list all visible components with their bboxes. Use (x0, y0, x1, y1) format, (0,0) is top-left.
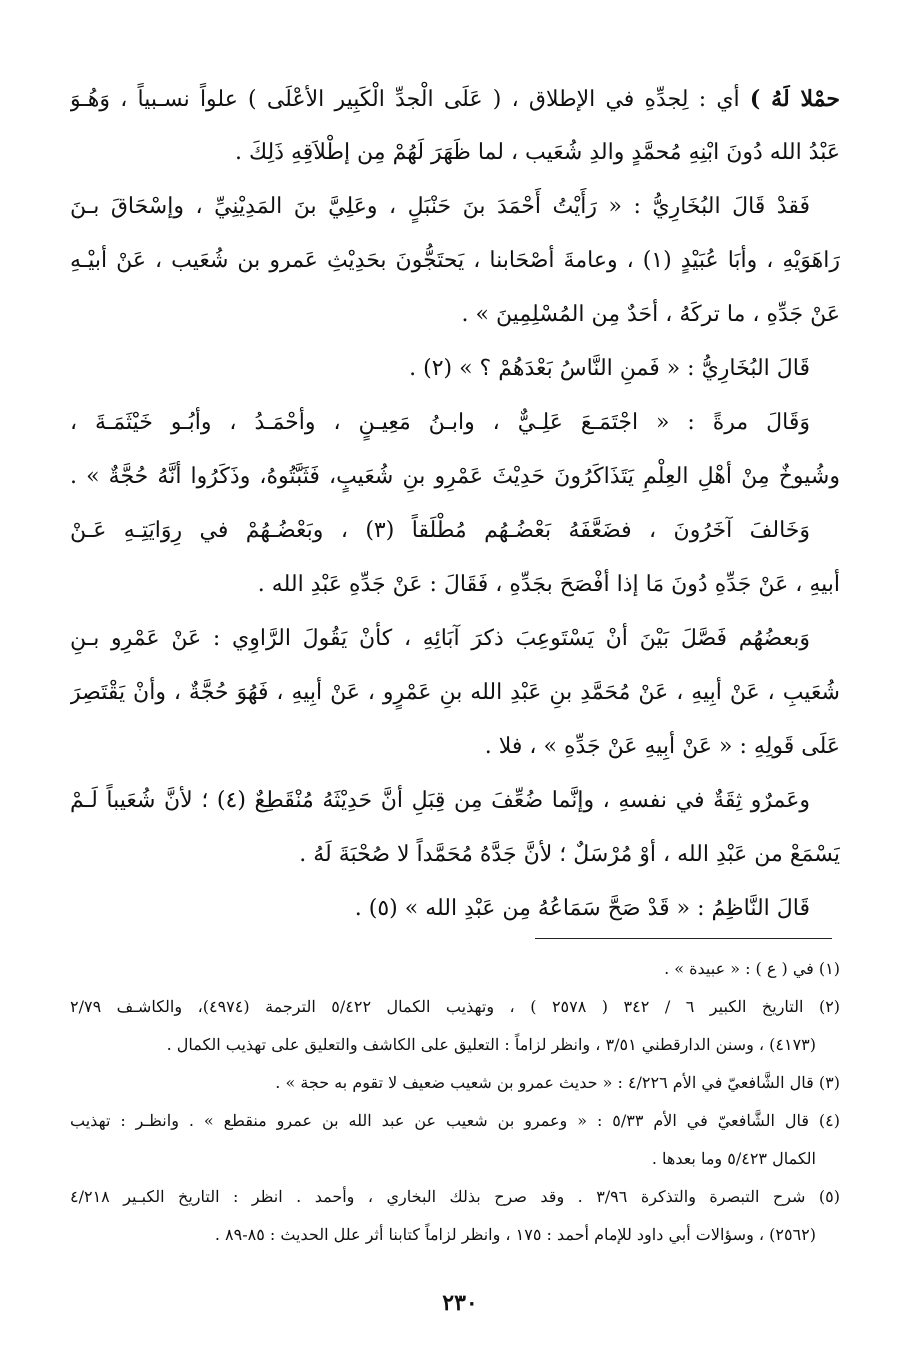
line-text: يَسْمَعْ من عَبْدِ الله ، أوْ مُرْسَلٌ ؛ لأنَّ جَدَّهُ مُحَمَّداً لا صُحْبَةَ لَهُ . (299, 842, 840, 867)
footnote-line: (٢) التاريخ الكبير ٦ / ٣٤٢ ( ٢٥٧٨ ) ، وتهذيب الكمال ٥/٤٢٢ الترجمة (٤٩٧٤)، والكاشـف ٢/٧٩ (70, 997, 840, 1016)
line-text: وَبعضُهُم فَصَّلَ بَيْنَ أنْ يَسْتَوعِبَ ذكرَ آبَائِهِ ، كأنْ يَقُولَ الرَّاوِي : عَنْ عَمْرِو بـنِ (70, 626, 810, 651)
line-text: قَالَ البُخَارِيُّ : « فَمنِ النَّاسُ بَعْدَهُمْ ؟ » (٢) . (409, 356, 810, 381)
line-text: قَالَ النَّاظِمُ : « قَدْ صَحَّ سَمَاعُهُ مِن عَبْدِ الله » (٥) . (354, 896, 810, 921)
main-text-line (70, 828, 840, 882)
main-text-line (70, 774, 840, 828)
footnotes (70, 950, 840, 1254)
footnote-line: (٣) قال الشَّافعيّ في الأم ٤/٢٢٦ : « حديث عمرو بن شعيب ضعيف لا تقوم به حجة » . (275, 1073, 840, 1092)
main-text-line (70, 450, 840, 504)
footnote-separator (535, 938, 832, 939)
page-number: ٢٣٠ (442, 1290, 478, 1316)
line-text: شُعَيبِ ، عَنْ أبِيهِ ، عَنْ مُحَمَّدِ بنِ عَبْدِ الله بنِ عَمْرٍو ، عَنْ أبِيهِ ، فَهُوَ حُجَّةٌ ، وأنْ يَقْتَصِرَ (70, 680, 840, 705)
main-text-body (70, 72, 840, 936)
line-text: أي : لِجدِّهِ في الإطلاق ، ( عَلَى الْجدِّ الْكَبِير الأعْلَى ) علواً نسـبياً ، وَهُـوَ (70, 87, 750, 112)
line-text: وَخَالفَ آخَرُونَ ، فضَعَّفَهُ بَعْضُـهُم مُطْلَقاً (٣) ، وبَعْضُـهُمْ في رِوَايَتِـهِ عَـنْ (70, 518, 810, 543)
line-text: وشُيوخٌ مِنْ أهْلِ العِلْمِ يَتَذَاكَرُونَ حَدِيْثَ عَمْرِو بنِ شُعَيبٍ، فَثَبَّتُوهُ، وذَكَرُوا أنَّهُ حُجَّةٌ » . (70, 464, 840, 489)
main-text-line (70, 288, 840, 342)
line-text: وعَمرٌو ثِقَةٌ في نفسهِ ، وإنَّما ضُعِّفَ مِن قِبَلِ أنَّ حَدِيْثَهُ مُنْقَطِعٌ (٤) ؛ لأنَّ شُعَيباً لَـمْ (70, 788, 810, 813)
footnote-line: (١) في ( ع ) : « عبيدة » . (664, 959, 840, 978)
main-text-line (70, 720, 840, 774)
main-text-line (70, 396, 840, 450)
line-text: رَاهَوَيْهِ ، وأبَا عُبَيْدٍ (١) ، وعامةَ أصْحَابنا ، يَحتَجُّونَ بحَدِيْثِ عَمرو بن شُعَيب ، عَنْ أبيْـهِ (70, 248, 840, 273)
bold-phrase: حمْلا لَهُ ) (749, 86, 840, 112)
footnote-line: (٥) شرح التبصرة والتذكرة ٣/٩٦ . وقد صرح بذلك البخاري ، وأحمد . انظر : التاريخ الكبـير ٤/٢١٨ (70, 1187, 840, 1206)
line-text: عَنْ جَدِّهِ ، ما تركَهُ ، أحَدٌ مِن المُسْلِمِينَ » . (461, 302, 840, 327)
line-text: وَقَالَ مرةً : « اجْتَمَـعَ عَلِـيٌّ ، وابـنُ مَعِيـنٍ ، وأحْمَـدُ ، وأبُـو خَيْثَمَـةَ ، (70, 410, 810, 435)
main-text-line (70, 126, 840, 180)
main-text-line (70, 558, 840, 612)
footnote-line: الكمال ٥/٤٢٣ وما بعدها . (651, 1149, 816, 1168)
footnote-line: (٤١٧٣) ، وسنن الدارقطني ٣/٥١ ، وانظر لزاماً : التعليق على الكاشف والتعليق على تهذيب الكمال . (166, 1035, 816, 1054)
line-text: عَلَى قَولِهِ : « عَنْ أبِيهِ عَنْ جَدِّهِ » ، فلا . (484, 734, 840, 759)
main-text-line (70, 882, 840, 936)
main-text-line (70, 612, 840, 666)
line-text: أبيهِ ، عَنْ جَدِّهِ دُونَ مَا إذا أفْصَحَ بجَدِّهِ ، فَقَالَ : عَنْ جَدِّهِ عَبْدِ الله . (257, 572, 840, 597)
footnote-line: (٤) قال الشَّافعيّ في الأم ٥/٣٣ : « وعمرو بن شعيب عن عبد الله بن عمرو منقطع » . وانظـر : تهذيب (70, 1111, 840, 1130)
main-text-line (70, 234, 840, 288)
main-text-line (70, 72, 840, 126)
line-text: فَقدْ قَالَ البُخَارِيُّ : « رَأَيْتُ أَحْمَدَ بنَ حَنْبَلٍ ، وعَلِيَّ بنَ المَدِيْنِيِّ ، وإسْحَاقَ بـنَ (70, 194, 810, 219)
main-text-line (70, 342, 840, 396)
main-text-line (70, 666, 840, 720)
main-text-line (70, 180, 840, 234)
footnote-line: (٢٥٦٢) ، وسؤالات أبي داود للإمام أحمد : ١٧٥ ، وانظر لزاماً كتابنا أثر علل الحديث : ٨٥-٨٩ . (214, 1225, 816, 1244)
main-text-line (70, 504, 840, 558)
line-text: عَبْدُ الله دُونَ ابْنِهِ مُحمَّدٍ والدِ شُعَيب ، لما ظَهَرَ لَهُمْ مِن إطْلاَقِهِ ذَلِكَ . (234, 140, 840, 165)
